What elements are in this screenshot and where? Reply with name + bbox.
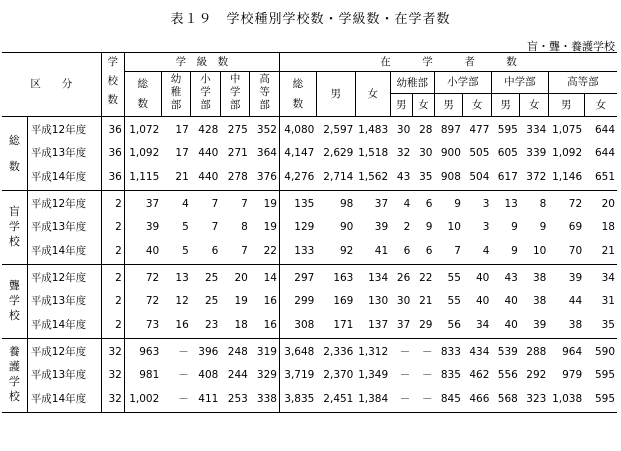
cell-value: 22: [250, 238, 280, 265]
row-year-label: 平成14年度: [27, 312, 101, 339]
cell-value: 1,518: [358, 147, 389, 159]
header-school-count-3: 数: [107, 94, 118, 106]
table-row: [2, 191, 617, 218]
cell-value: 19: [234, 295, 248, 307]
cell-value: 18: [220, 312, 250, 339]
header-m: 男: [548, 94, 584, 117]
cell-value: 32: [101, 339, 124, 366]
cell-value: 845: [434, 386, 462, 413]
group-label-text: 総数: [8, 133, 20, 173]
cell-value: 21: [161, 164, 191, 191]
cell-value: 605: [497, 147, 518, 159]
table-body: [2, 117, 617, 413]
cell-value: 2,370: [323, 369, 354, 381]
cell-value: 2: [101, 191, 124, 218]
cell-value: 253: [220, 386, 250, 413]
cell-value: 440: [191, 164, 221, 191]
cell-value: －: [399, 369, 411, 381]
cell-value: 35: [584, 312, 617, 339]
header-class-elementary: [191, 72, 221, 117]
cell-value: 1,384: [355, 386, 390, 413]
cell-value: 308: [279, 312, 316, 339]
cell-value: 130: [368, 295, 389, 307]
cell-value: 34: [601, 271, 615, 284]
table-row: [2, 291, 617, 312]
header-enroll-high: 高等部: [548, 72, 617, 94]
cell-value: 2: [101, 291, 124, 312]
cell-value: 26: [396, 271, 411, 284]
cell-value: 56: [434, 312, 462, 339]
header-m: 男: [390, 94, 412, 117]
cell-value: 133: [279, 238, 316, 265]
cell-value: 644: [594, 147, 615, 159]
cell-value: 4,080: [284, 123, 315, 136]
cell-value: 428: [198, 123, 219, 136]
cell-value: 30: [396, 295, 411, 307]
cell-value: 41: [355, 238, 390, 265]
header-school-count-2: 校: [107, 75, 118, 87]
cell-value: 1,072: [129, 123, 160, 136]
group-label: [2, 265, 27, 339]
cell-value: 644: [594, 123, 615, 136]
cell-value: 297: [294, 271, 315, 284]
cell-value: 3: [482, 221, 490, 233]
cell-value: 299: [294, 295, 315, 307]
cell-value: 10: [520, 238, 548, 265]
header-enroll-male: 男: [316, 72, 355, 117]
cell-value: 2: [101, 238, 124, 265]
cell-value: 833: [440, 345, 461, 358]
cell-value: 20: [601, 197, 615, 210]
cell-value: 339: [526, 147, 547, 159]
cell-value: 28: [419, 123, 433, 136]
table-row: [2, 365, 617, 386]
cell-value: 1,349: [358, 369, 389, 381]
cell-value: 1,038: [548, 386, 584, 413]
cell-value: 6: [412, 238, 434, 265]
table-row: [2, 312, 617, 339]
cell-value: 36: [101, 164, 124, 191]
cell-value: 248: [227, 345, 248, 358]
cell-value: 2,714: [316, 164, 355, 191]
cell-value: 897: [440, 123, 461, 136]
group-label-text: 聾学校: [8, 278, 20, 322]
cell-value: 334: [526, 123, 547, 136]
row-year-label: 平成12年度: [27, 117, 101, 144]
table-row: [2, 265, 617, 292]
group-label-text: 養護学校: [8, 345, 20, 403]
cell-value: 1,562: [355, 164, 390, 191]
cell-value: 244: [227, 369, 248, 381]
cell-value: 979: [562, 369, 583, 381]
cell-value: 137: [355, 312, 390, 339]
cell-value: 275: [227, 123, 248, 136]
cell-value: 14: [250, 265, 280, 292]
group-label-text: 盲学校: [8, 204, 20, 248]
cell-value: 963: [139, 345, 160, 358]
cell-value: 651: [584, 164, 617, 191]
header-class-total-1: 総: [137, 78, 149, 90]
cell-value: 2: [101, 217, 124, 238]
row-year-label: 平成12年度: [27, 191, 101, 218]
cell-value: 278: [220, 164, 250, 191]
cell-value: 477: [469, 123, 490, 136]
cell-value: 2,629: [323, 147, 354, 159]
cell-value: 590: [594, 345, 615, 358]
cell-value: 981: [139, 369, 160, 381]
header-f: 女: [463, 94, 491, 117]
cell-value: 1,115: [124, 164, 161, 191]
cell-value: 1,312: [358, 345, 389, 358]
table-row: [2, 386, 617, 413]
cell-value: 37: [390, 312, 412, 339]
table-subtitle: 盲・聾・養護学校: [527, 40, 615, 53]
cell-value: 19: [250, 191, 280, 218]
cell-value: 34: [463, 312, 491, 339]
cell-value: 39: [520, 312, 548, 339]
table-row: [2, 339, 617, 366]
cell-value: 16: [250, 312, 280, 339]
cell-value: 505: [469, 147, 490, 159]
cell-value: 3,719: [284, 369, 315, 381]
cell-value: 32: [101, 386, 124, 413]
row-year-label: 平成13年度: [27, 291, 101, 312]
cell-value: 7: [211, 197, 219, 210]
row-year-label: 平成12年度: [27, 339, 101, 366]
cell-value: 319: [250, 339, 280, 366]
cell-value: 9: [539, 221, 547, 233]
cell-value: 288: [526, 345, 547, 358]
cell-value: 40: [124, 238, 161, 265]
cell-value: 69: [568, 221, 583, 233]
cell-value: 36: [101, 143, 124, 164]
cell-value: 31: [601, 295, 615, 307]
cell-value: 3: [482, 197, 490, 210]
cell-value: 9: [491, 238, 519, 265]
cell-value: 462: [469, 369, 490, 381]
cell-value: －: [421, 369, 433, 381]
cell-value: 2: [403, 221, 411, 233]
header-enroll-total-1: 総: [292, 78, 304, 90]
cell-value: 21: [419, 295, 433, 307]
header-m: 男: [434, 94, 462, 117]
cell-value: 9: [511, 221, 518, 233]
cell-value: －: [421, 345, 433, 358]
school-statistics-table: [2, 52, 617, 413]
cell-value: 411: [191, 386, 221, 413]
cell-value: 1,146: [548, 164, 584, 191]
cell-value: 8: [539, 197, 547, 210]
cell-value: 2,336: [323, 345, 354, 358]
header-class-kindergarten: [161, 72, 191, 117]
header-enroll-total-2: 数: [292, 98, 304, 110]
cell-value: 504: [463, 164, 491, 191]
cell-value: 5: [182, 221, 189, 233]
header-enroll-total: [279, 72, 316, 117]
header-class-high-text: 高等部: [259, 72, 270, 111]
header-class-kindergarten-text: 幼稚部: [170, 72, 182, 111]
header-school-count-1: 学: [107, 56, 118, 68]
cell-value: －: [412, 386, 434, 413]
cell-value: 3,835: [279, 386, 316, 413]
cell-value: －: [399, 345, 411, 358]
header-f: 女: [412, 94, 434, 117]
cell-value: 13: [175, 271, 189, 284]
header-enroll-middle: 中学部: [491, 72, 548, 94]
row-year-label: 平成13年度: [27, 217, 101, 238]
cell-value: 39: [374, 221, 389, 233]
cell-value: 30: [419, 147, 433, 159]
cell-value: 9: [454, 197, 461, 210]
cell-value: －: [161, 386, 191, 413]
cell-value: 595: [497, 123, 518, 136]
group-label: [2, 117, 27, 191]
table-row: [2, 164, 617, 191]
cell-value: 32: [101, 365, 124, 386]
cell-value: 364: [250, 143, 280, 164]
cell-value: 434: [469, 345, 490, 358]
cell-value: 6: [191, 238, 221, 265]
cell-value: 2: [101, 265, 124, 292]
group-label: [2, 191, 27, 265]
cell-value: 4: [463, 238, 491, 265]
table-row: [2, 238, 617, 265]
cell-value: 13: [504, 197, 518, 210]
cell-value: 40: [504, 295, 518, 307]
cell-value: 37: [145, 197, 160, 210]
cell-value: 292: [526, 369, 547, 381]
cell-value: 2: [101, 312, 124, 339]
table-row: [2, 217, 617, 238]
cell-value: 1,483: [358, 123, 389, 136]
cell-value: 7: [434, 238, 462, 265]
cell-value: 466: [463, 386, 491, 413]
cell-value: 73: [124, 312, 161, 339]
cell-value: 163: [333, 271, 354, 284]
cell-value: 556: [497, 369, 518, 381]
cell-value: 4,276: [279, 164, 316, 191]
cell-value: 38: [532, 271, 547, 284]
row-year-label: 平成12年度: [27, 265, 101, 292]
cell-value: 1,075: [552, 123, 583, 136]
cell-value: 900: [440, 147, 461, 159]
cell-value: 2,451: [316, 386, 355, 413]
cell-value: 1,002: [124, 386, 161, 413]
cell-value: 39: [145, 221, 160, 233]
cell-value: 23: [191, 312, 221, 339]
cell-value: 40: [491, 312, 519, 339]
cell-value: 338: [250, 386, 280, 413]
cell-value: 38: [532, 295, 547, 307]
cell-value: 40: [476, 271, 490, 284]
cell-value: 171: [316, 312, 355, 339]
cell-value: 539: [497, 345, 518, 358]
cell-value: 7: [211, 221, 219, 233]
cell-value: 38: [548, 312, 584, 339]
cell-value: 9: [425, 221, 433, 233]
cell-value: 36: [101, 117, 124, 144]
cell-value: 55: [447, 295, 461, 307]
cell-value: 16: [250, 291, 280, 312]
cell-value: 72: [145, 295, 160, 307]
cell-value: 5: [161, 238, 191, 265]
cell-value: 835: [440, 369, 461, 381]
cell-value: 35: [412, 164, 434, 191]
cell-value: 22: [419, 271, 433, 284]
cell-value: －: [178, 345, 189, 358]
header-class-total-2: 数: [137, 98, 149, 110]
row-year-label: 平成14年度: [27, 386, 101, 413]
header-enroll-elementary: 小学部: [434, 72, 491, 94]
cell-value: 44: [568, 295, 583, 307]
header-enrollment: 在 学 者 数: [279, 53, 617, 72]
cell-value: 372: [520, 164, 548, 191]
cell-value: 17: [175, 123, 189, 136]
cell-value: 6: [390, 238, 412, 265]
cell-value: 134: [368, 271, 389, 284]
header-class-elementary-text: 小学部: [200, 72, 211, 111]
cell-value: 19: [250, 217, 280, 238]
cell-value: 376: [250, 164, 280, 191]
cell-value: 72: [145, 271, 160, 284]
cell-value: 90: [339, 221, 354, 233]
cell-value: 595: [594, 369, 615, 381]
cell-value: 37: [374, 197, 389, 210]
cell-value: 92: [316, 238, 355, 265]
header-class-high: [250, 72, 280, 117]
cell-value: 396: [198, 345, 219, 358]
cell-value: 98: [339, 197, 354, 210]
cell-value: 4: [182, 197, 189, 210]
cell-value: 43: [390, 164, 412, 191]
header-f: 女: [584, 94, 617, 117]
table-row: [2, 117, 617, 144]
cell-value: 1,092: [129, 147, 160, 159]
cell-value: 271: [227, 147, 248, 159]
cell-value: 169: [333, 295, 354, 307]
cell-value: 39: [568, 271, 583, 284]
row-year-label: 平成14年度: [27, 238, 101, 265]
header-m: 男: [491, 94, 519, 117]
cell-value: 32: [396, 147, 411, 159]
cell-value: 55: [447, 271, 461, 284]
cell-value: 25: [204, 295, 219, 307]
cell-value: 4: [403, 197, 411, 210]
header-enroll-female: 女: [355, 72, 390, 117]
row-year-label: 平成13年度: [27, 365, 101, 386]
header-f: 女: [520, 94, 548, 117]
cell-value: 2,597: [323, 123, 354, 136]
cell-value: 4,147: [284, 147, 315, 159]
cell-value: 7: [241, 197, 248, 210]
cell-value: 10: [447, 221, 461, 233]
cell-value: 617: [491, 164, 519, 191]
row-year-label: 平成13年度: [27, 143, 101, 164]
cell-value: 43: [504, 271, 518, 284]
cell-value: 352: [250, 117, 280, 144]
cell-value: 70: [548, 238, 584, 265]
cell-value: 135: [294, 197, 315, 210]
header-kubun: 区 分: [2, 53, 101, 117]
cell-value: －: [390, 386, 412, 413]
header-class-middle-text: 中学部: [229, 72, 241, 111]
cell-value: 40: [476, 295, 490, 307]
cell-value: 129: [294, 221, 315, 233]
cell-value: 16: [161, 312, 191, 339]
cell-value: 964: [562, 345, 583, 358]
cell-value: 323: [520, 386, 548, 413]
header-class-middle: [220, 72, 250, 117]
cell-value: 17: [175, 147, 189, 159]
header-enroll-kindergarten: 幼稚部: [390, 72, 434, 94]
cell-value: 568: [491, 386, 519, 413]
cell-value: －: [178, 369, 189, 381]
cell-value: 20: [234, 271, 248, 284]
table-row: [2, 143, 617, 164]
group-label: [2, 339, 27, 413]
cell-value: 3,648: [284, 345, 315, 358]
cell-value: 440: [198, 147, 219, 159]
cell-value: 29: [412, 312, 434, 339]
cell-value: 8: [241, 221, 248, 233]
cell-value: 1,092: [552, 147, 583, 159]
cell-value: 30: [396, 123, 411, 136]
header-school-count: [101, 53, 124, 117]
row-year-label: 平成14年度: [27, 164, 101, 191]
cell-value: 18: [601, 221, 615, 233]
cell-value: 12: [175, 295, 189, 307]
page-title: 表１９ 学校種別学校数・学級数・在学者数: [170, 12, 451, 27]
header-class-total: [124, 72, 161, 117]
cell-value: 21: [584, 238, 617, 265]
cell-value: 908: [434, 164, 462, 191]
cell-value: 25: [204, 271, 219, 284]
cell-value: 7: [220, 238, 250, 265]
cell-value: 329: [250, 365, 280, 386]
cell-value: 595: [584, 386, 617, 413]
cell-value: 6: [425, 197, 433, 210]
cell-value: 408: [198, 369, 219, 381]
header-class-count: 学 級 数: [124, 53, 279, 72]
cell-value: 72: [568, 197, 583, 210]
